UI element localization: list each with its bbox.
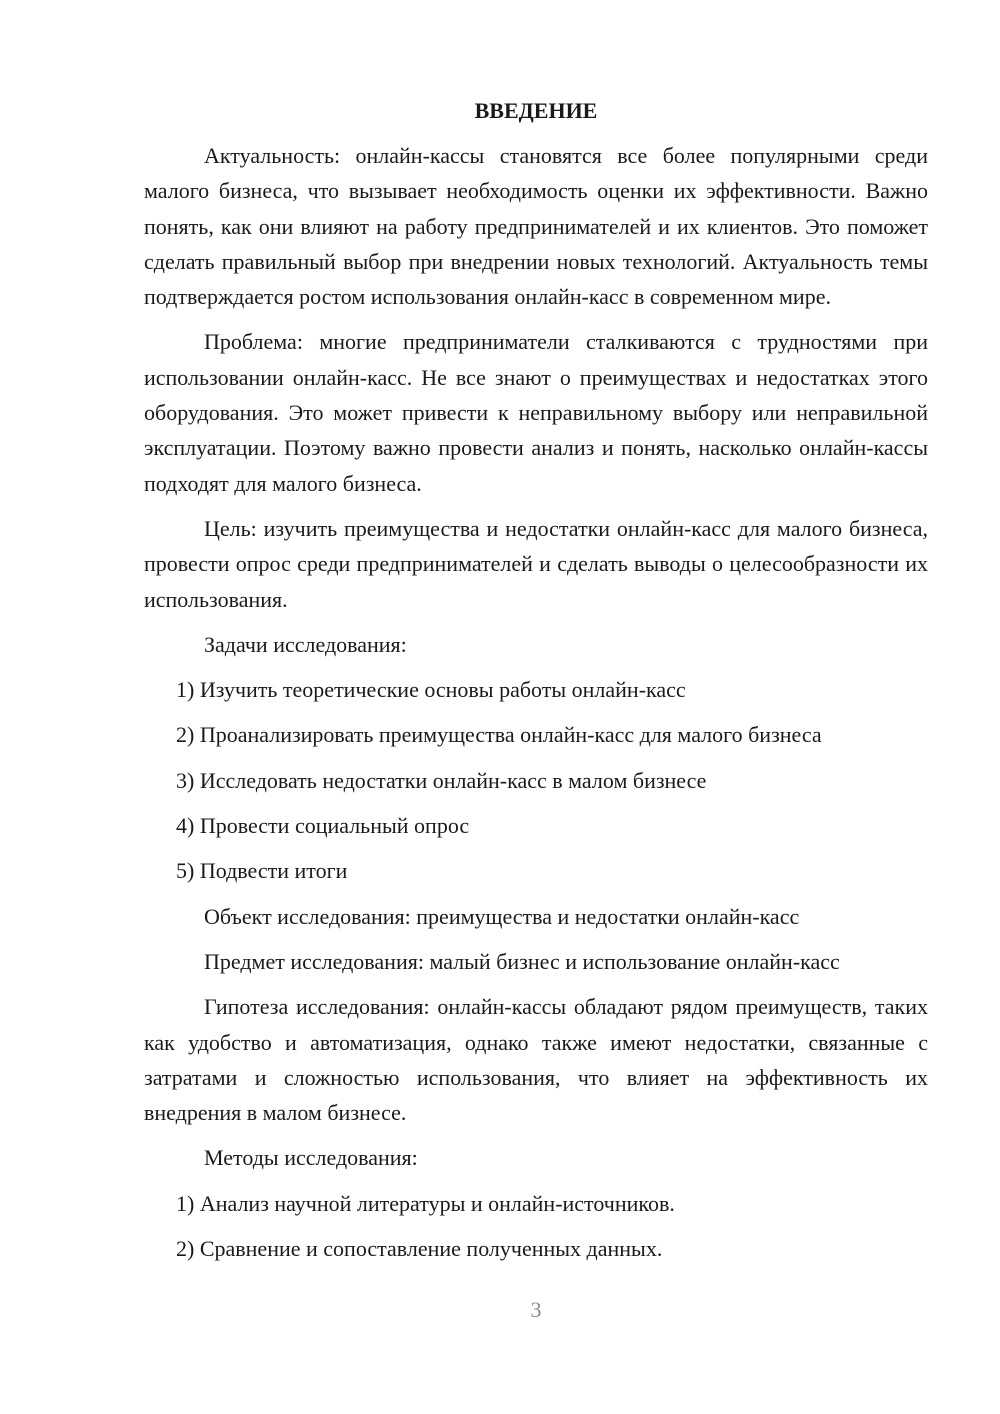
research-subject: Предмет исследования: малый бизнес и использование онлайн-касс: [204, 948, 840, 974]
method-item: 1) Анализ научной литературы и онлайн-источников.: [176, 1190, 675, 1216]
page-number: 3: [530, 1297, 542, 1322]
methods-label: Методы исследования:: [204, 1145, 418, 1171]
tasks-label: Задачи исследования:: [204, 631, 407, 657]
research-object: Объект исследования: преимущества и недостатки онлайн-касс: [204, 903, 800, 929]
task-item: 3) Исследовать недостатки онлайн-касс в малом бизнесе: [176, 767, 707, 793]
paragraph-relevance: Актуальность: онлайн-кассы становятся все более популярными среди малого бизнеса, что вызывает необходимость оценки их эффективности. Важно понять, как они влияют на работу предпринимателей и их клиентов. Это поможет сделать правильный выбор при внедрении новых технологий. Актуальность темы подтверждается ростом использования онлайн-касс в современном мире.: [144, 143, 928, 310]
task-item: 5) Подвести итоги: [176, 858, 348, 884]
paragraph-goal: Цель: изучить преимущества и недостатки онлайн-касс для малого бизнеса, провести опрос среди предпринимателей и сделать выводы о целесообразности их использования.: [144, 515, 928, 612]
method-item: 2) Сравнение и сопоставление полученных данных.: [176, 1236, 663, 1262]
task-item: 1) Изучить теоретические основы работы онлайн-касс: [176, 677, 686, 703]
task-item: 2) Проанализировать преимущества онлайн-касс для малого бизнеса: [176, 722, 822, 748]
page-content: [144, 96, 928, 1276]
task-item: 4) Провести социальный опрос: [176, 813, 470, 839]
page-title: ВВЕДЕНИЕ: [474, 98, 598, 123]
paragraph-hypothesis: Гипотеза исследования: онлайн-кассы обладают рядом преимуществ, таких как удобство и автоматизация, однако также имеют недостатки, связанные с затратами и сложностью использования, что влияет на эффективность их внедрения в малом бизнесе.: [144, 994, 928, 1126]
paragraph-problem: Проблема: многие предприниматели сталкиваются с трудностями при использовании онлайн-касс. Не все знают о преимуществах и недостатках этого оборудования. Это может привести к неправильному выбору или неправильной эксплуатации. Поэтому важно провести анализ и понять, насколько онлайн-кассы подходят для малого бизнеса.: [144, 329, 928, 496]
